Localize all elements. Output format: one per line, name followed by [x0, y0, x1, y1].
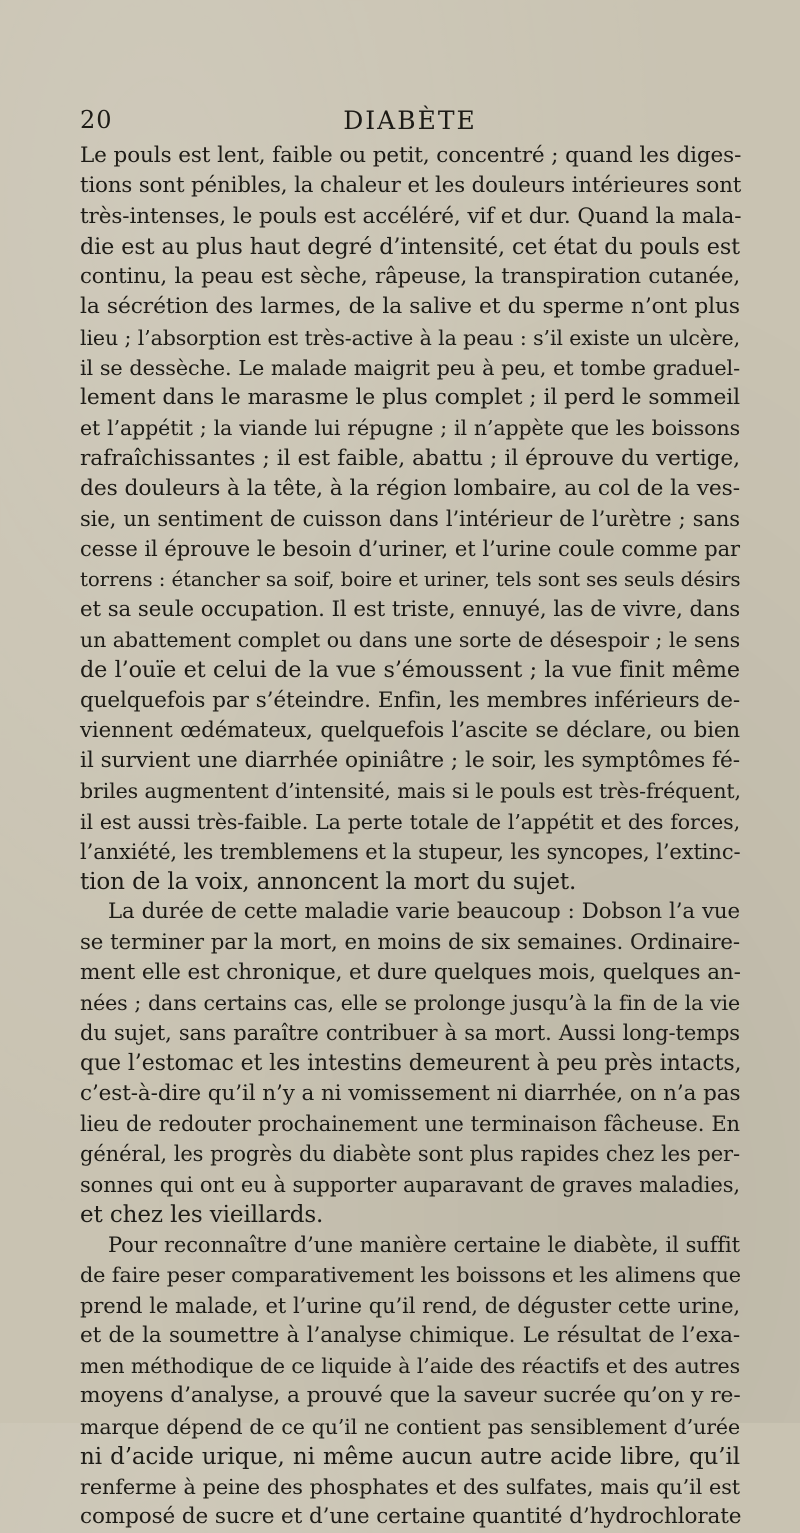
text-line: l’anxiété, les tremblemens et la stupeur, les syncopes, l’extinc-: [80, 839, 741, 864]
text-line: ment elle est chronique, et dure quelques mois, quelques an-: [80, 959, 741, 985]
text-line: très-intenses, le pouls est accéléré, vif et dur. Quand la mala-: [80, 203, 742, 229]
text-line: lement dans le marasme le plus complet ; il perd le sommeil: [80, 385, 740, 410]
text-line: men méthodique de ce liquide à l’aide des réactifs et des autres: [80, 1354, 740, 1378]
text-line: rafraîchissantes ; il est faible, abattu ; il éprouve du vertige,: [80, 445, 740, 471]
text-line: de l’ouïe et celui de la vue s’émoussent ; la vue finit même: [80, 657, 740, 684]
text-line: il est aussi très-faible. La perte totale de l’appétit et des forces,: [80, 809, 740, 834]
text-line: die est au plus haut degré d’intensité, cet état du pouls est: [80, 233, 740, 260]
text-line: sie, un sentiment de cuisson dans l’intérieur de l’urètre ; sans: [80, 507, 740, 531]
text-line: prend le malade, et l’urine qu’il rend, de déguster cette urine,: [80, 1293, 740, 1318]
text-line: nées ; dans certains cas, elle se prolonge jusqu’à la fin de la vie: [80, 991, 740, 1015]
text-line: la sécrétion des larmes, de la salive et du sperme n’ont plus: [80, 294, 740, 320]
running-title: DIABÈTE: [343, 106, 477, 135]
text-line: torrens : étancher sa soif, boire et uriner, tels sont ses seuls désirs: [80, 567, 741, 591]
text-line: général, les progrès du diabète sont plus rapides chez les per-: [80, 1142, 740, 1167]
text-line: cesse il éprouve le besoin d’uriner, et l’urine coule comme par: [80, 537, 740, 562]
text-line: lieu ; l’absorption est très-active à la peau : s’il existe un ulcère,: [80, 325, 740, 350]
text-line: quelquefois par s’éteindre. Enfin, les membres inférieurs de-: [80, 687, 740, 713]
text-line: renferme à peine des phosphates et des sulfates, mais qu’il est: [80, 1475, 740, 1499]
text-line: Pour reconnaître d’une manière certaine le diabète, il suffit: [108, 1233, 740, 1257]
text-line: tion de la voix, annoncent la mort du sujet.: [80, 869, 577, 895]
text-line: viennent œdémateux, quelquefois l’ascite se déclare, ou bien: [80, 717, 740, 743]
page-number: 20: [80, 106, 113, 134]
text-line: et chez les vieillards.: [80, 1201, 324, 1228]
text-line: tions sont pénibles, la chaleur et les douleurs intérieures sont: [80, 173, 742, 199]
text-line: des douleurs à la tête, à la région lombaire, au col de la ves-: [80, 475, 740, 501]
text-line: de faire peser comparativement les boissons et les alimens que: [80, 1263, 741, 1288]
text-line: composé de sucre et d’une certaine quantité d’hydrochlorate: [80, 1504, 742, 1530]
text-line: se terminer par la mort, en moins de six semaines. Ordinaire-: [80, 929, 740, 955]
text-line: c’est-à-dire qu’il n’y a ni vomissement ni diarrhée, on n’a pas: [80, 1080, 741, 1106]
text-line: que l’estomac et les intestins demeurent à peu près intacts,: [80, 1050, 742, 1076]
text-line: il survient une diarrhée opiniâtre ; le soir, les symptômes fé-: [80, 748, 740, 773]
text-line: Le pouls est lent, faible ou petit, concentré ; quand les diges-: [80, 143, 742, 168]
page-header: [80, 106, 740, 140]
text-line: et de la soumettre à l’analyse chimique. Le résultat de l’exa-: [80, 1322, 740, 1348]
text-line: La durée de cette maladie varie beaucoup : Dobson l’a vue: [108, 899, 740, 925]
text-line: lieu de redouter prochainement une terminaison fâcheuse. En: [80, 1112, 740, 1136]
text-line: un abattement complet ou dans une sorte de désespoir ; le sens: [80, 628, 740, 652]
body-text: [80, 141, 740, 1533]
text-line: et sa seule occupation. Il est triste, ennuyé, las de vivre, dans: [80, 596, 740, 622]
text-line: il se dessèche. Le malade maigrit peu à peu, et tombe graduel-: [80, 355, 740, 380]
text-line: ni d’acide urique, ni même aucun autre acide libre, qu’il: [80, 1443, 740, 1470]
text-line: continu, la peau est sèche, râpeuse, la transpiration cutanée,: [80, 264, 740, 289]
text-line: et l’appétit ; la viande lui répugne ; il n’appète que les boissons: [80, 416, 740, 441]
text-line: briles augmentent d’intensité, mais si le pouls est très-fréquent,: [80, 779, 741, 804]
text-line: sonnes qui ont eu à supporter auparavant de graves maladies,: [80, 1172, 740, 1197]
text-line: marque dépend de ce qu’il ne contient pas sensiblement d’urée: [80, 1414, 740, 1439]
text-line: du sujet, sans paraître contribuer à sa mort. Aussi long-temps: [80, 1021, 740, 1046]
text-line: moyens d’analyse, a prouvé que la saveur sucrée qu’on y re-: [80, 1383, 741, 1409]
